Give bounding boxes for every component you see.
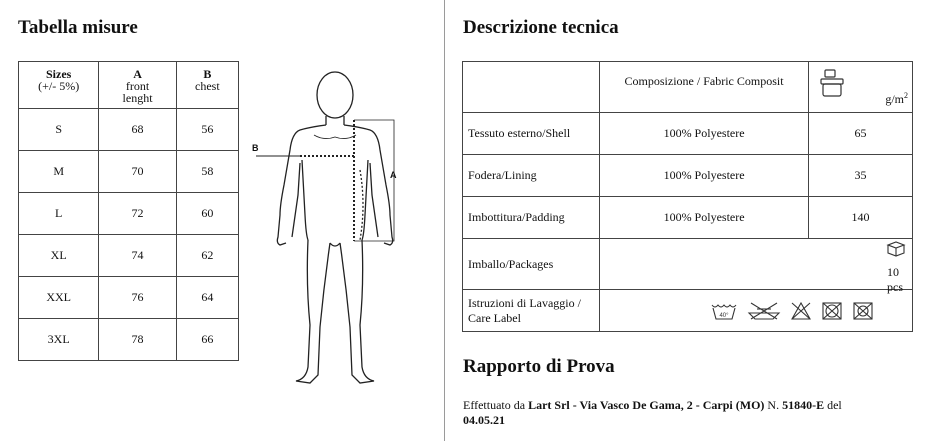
care-row: Istruzioni di Lavaggio / Care Label 40° [463,290,913,332]
table-row: XXL 76 64 [19,277,239,319]
packages-cell: 10 pcs [600,239,913,290]
no-iron-icon [790,301,812,321]
table-row: M 70 58 [19,151,239,193]
table-row: Fodera/Lining 100% Polyestere 35 [463,155,913,197]
table-row: Tessuto esterno/Shell 100% Polyestere 65 [463,113,913,155]
size-table-title: Tabella misure [18,17,138,38]
section-divider [444,0,445,441]
table-header-row [19,62,239,109]
box-icon [885,239,907,257]
figure-label-b: B [252,143,259,153]
weight-header [809,62,913,113]
composition-header: Composizione / Fabric Composit [600,62,809,113]
packages-row: Imballo/Packages 10 pcs [463,239,913,290]
front-length-header: A front lenght [99,62,176,109]
tech-description-title: Descrizione tecnica [463,17,619,38]
wash-40-icon [710,301,738,321]
scale-weight-icon [819,68,845,98]
no-tumble-dry-icon [821,301,843,321]
sizes-header: Sizes (+/- 5%) [19,62,99,109]
report-title: Rapporto di Prova [463,356,615,377]
chest-header: B chest [176,62,238,109]
tech-table [462,61,913,332]
care-icons-cell [600,290,913,332]
header-empty-cell [463,62,600,113]
report-text: Effettuato da Lart Srl - Via Vasco De Gama, 2 - Carpi (MO) N. 51840-E del 04.05.21 [463,398,842,427]
figure-label-a: A [390,170,397,180]
size-table [18,61,239,361]
table-row: Imbottitura/Padding 100% Polyestere 140 [463,197,913,239]
weight-unit: $g/m^2$ [885,91,908,106]
no-dry-clean-icon [852,301,874,321]
table-row: S 68 56 [19,109,239,151]
table-row: 3XL 78 66 [19,319,239,361]
table-row: L 72 60 [19,193,239,235]
table-row: XL 74 62 [19,235,239,277]
svg-text:40°: 40° [719,312,729,319]
table-header-row [463,62,913,113]
no-chlorine-bleach-icon [747,301,781,321]
body-measurement-figure [250,65,420,387]
